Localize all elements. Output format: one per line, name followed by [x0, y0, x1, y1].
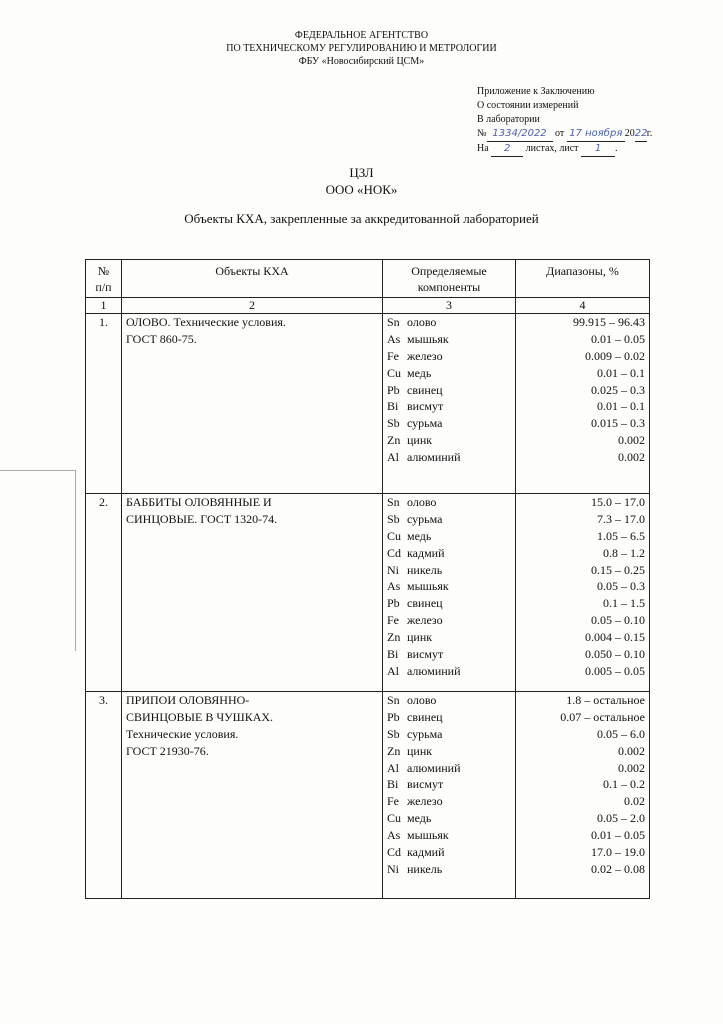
element-name: мышьяк	[407, 828, 449, 843]
range-value: 0.8 – 1.2	[603, 545, 645, 560]
agency-line: ФЕДЕРАЛЬНОЕ АГЕНТСТВО	[294, 30, 429, 41]
element-symbol: Al	[387, 663, 399, 678]
range-value: 0.01 – 0.05	[591, 828, 645, 843]
range-value: 0.05 – 6.0	[597, 726, 645, 741]
component-line	[387, 595, 511, 612]
component-line	[387, 415, 511, 432]
objects-table	[85, 259, 650, 899]
components-cell	[383, 494, 516, 692]
component-line	[387, 562, 511, 579]
element-name: никель	[407, 861, 443, 876]
row-number: 3.	[86, 692, 122, 899]
appendix-line: В лаборатории	[477, 114, 540, 125]
element-symbol: Zn	[387, 630, 401, 645]
range-value: 0.015 – 0.3	[591, 416, 645, 431]
range-value: 99.915 – 96.43	[573, 315, 645, 329]
header-components: Определяемые компоненты	[383, 260, 516, 298]
agency-header	[0, 29, 723, 68]
component-line	[387, 827, 511, 844]
scan-mark	[0, 470, 76, 651]
range-value: 0.05 – 2.0	[597, 811, 645, 826]
component-line	[387, 629, 511, 646]
element-name: свинец	[407, 596, 443, 611]
object-cell	[122, 692, 383, 899]
components-cell	[383, 314, 516, 494]
table-row	[86, 692, 650, 899]
element-name: сурьма	[407, 726, 443, 741]
table-row	[86, 314, 650, 494]
row-number: 1.	[86, 314, 122, 494]
element-name: олово	[407, 693, 437, 707]
table-row	[86, 494, 650, 692]
range-value: 0.01 – 0.05	[591, 331, 645, 346]
element-symbol: Cu	[387, 811, 402, 826]
range-value: 0.009 – 0.02	[585, 348, 645, 363]
component-line	[387, 528, 511, 545]
element-name: кадмий	[407, 545, 445, 560]
document-subtitle: Объекты КХА, закрепленные за аккредитованной лабораторией	[184, 211, 539, 226]
element-name: висмут	[407, 399, 444, 414]
range-value: 0.002	[618, 743, 645, 758]
column-number: 3	[383, 298, 516, 314]
element-symbol: Ni	[387, 562, 399, 577]
header-objects: Объекты КХА	[122, 260, 383, 298]
ranges-cell	[516, 314, 650, 494]
handwritten-sheets: 2	[491, 142, 523, 157]
element-symbol: As	[387, 331, 401, 346]
column-number: 1	[86, 298, 122, 314]
row-number: 2.	[86, 494, 122, 692]
element-name: висмут	[407, 647, 444, 662]
component-line	[387, 331, 511, 348]
component-line	[387, 646, 511, 663]
element-symbol: Cu	[387, 528, 402, 543]
element-name: алюминий	[407, 760, 461, 775]
element-symbol: Bi	[387, 777, 399, 792]
element-name: мышьяк	[407, 579, 449, 594]
element-symbol: Cd	[387, 545, 402, 560]
element-name: цинк	[407, 433, 433, 448]
range-value: 1.8 – остальное	[566, 693, 645, 707]
component-line	[387, 365, 511, 382]
element-symbol: Pb	[387, 709, 400, 724]
element-name: мышьяк	[407, 331, 449, 346]
component-line	[387, 726, 511, 743]
object-line: БАББИТЫ ОЛОВЯННЫЕ И	[126, 495, 272, 509]
ranges-cell	[516, 692, 650, 899]
range-value: 0.15 – 0.25	[591, 562, 645, 577]
element-name: свинец	[407, 709, 443, 724]
component-line	[387, 663, 511, 680]
object-line: СВИНЦОВЫЕ В ЧУШКАХ.	[126, 709, 274, 724]
range-value: 0.002	[618, 450, 645, 465]
year-suffix: г.	[646, 128, 653, 139]
element-name: медь	[407, 528, 432, 543]
element-name: цинк	[407, 630, 433, 645]
lab-name: ЦЗЛ	[349, 165, 374, 180]
object-line: СИНЦОВЫЕ. ГОСТ 1320-74.	[126, 511, 278, 526]
component-line	[387, 810, 511, 827]
element-symbol: Bi	[387, 647, 399, 662]
components-cell	[383, 692, 516, 899]
header-num-line: №	[97, 264, 110, 278]
appendix-line: Приложение к Заключению	[477, 86, 595, 97]
range-value: 15.0 – 17.0	[591, 495, 645, 509]
agency-line: ФБУ «Новосибирский ЦСМ»	[298, 56, 425, 67]
element-symbol: Sb	[387, 726, 400, 741]
company-name: ООО «НОК»	[325, 182, 398, 197]
range-value: 0.01 – 0.1	[597, 399, 645, 414]
element-symbol: Cd	[387, 845, 402, 860]
column-numbers-row	[86, 298, 650, 314]
appendix-sheets-line	[477, 142, 677, 157]
element-name: никель	[407, 562, 443, 577]
from-label: от	[555, 128, 565, 139]
element-symbol: Sn	[387, 693, 400, 707]
component-line	[387, 511, 511, 528]
object-line: ГОСТ 21930-76.	[126, 743, 209, 758]
element-symbol: Sb	[387, 416, 400, 431]
header-num	[86, 260, 122, 298]
component-line	[387, 314, 511, 331]
sheets-label: листах, лист	[525, 143, 579, 154]
column-number: 2	[122, 298, 383, 314]
element-name: кадмий	[407, 845, 445, 860]
element-symbol: Zn	[387, 743, 401, 758]
element-name: железо	[407, 613, 443, 628]
range-value: 0.02	[624, 794, 645, 809]
element-symbol: Al	[387, 760, 399, 775]
range-value: 7.3 – 17.0	[597, 511, 645, 526]
appendix-block	[477, 85, 677, 157]
agency-line: ПО ТЕХНИЧЕСКОМУ РЕГУЛИРОВАНИЮ И МЕТРОЛОГИИ	[226, 43, 497, 54]
handwritten-year: 22	[635, 127, 647, 142]
range-value: 0.05 – 0.10	[591, 613, 645, 628]
element-name: сурьма	[407, 511, 443, 526]
range-value: 0.004 – 0.15	[585, 630, 645, 645]
object-cell	[122, 314, 383, 494]
sheets-end: .	[615, 143, 618, 154]
element-symbol: Ni	[387, 861, 399, 876]
element-symbol: Fe	[387, 794, 399, 809]
component-line	[387, 578, 511, 595]
header-num-line: п/п	[95, 280, 112, 294]
number-prefix: №	[477, 128, 487, 139]
element-name: железо	[407, 348, 443, 363]
component-line	[387, 760, 511, 777]
column-number: 4	[516, 298, 650, 314]
header-ranges: Диапазоны, %	[516, 260, 650, 298]
component-line	[387, 793, 511, 810]
component-line	[387, 861, 511, 878]
element-symbol: Cu	[387, 365, 402, 380]
element-name: висмут	[407, 777, 444, 792]
element-symbol: As	[387, 579, 401, 594]
table-header-row	[86, 260, 650, 298]
year-prefix: 20	[624, 128, 635, 139]
range-value: 0.05 – 0.3	[597, 579, 645, 594]
component-line	[387, 449, 511, 466]
range-value: 0.005 – 0.05	[585, 663, 645, 678]
range-value: 0.01 – 0.1	[597, 365, 645, 380]
element-name: олово	[407, 315, 437, 329]
handwritten-date: 17 ноября	[567, 127, 625, 142]
element-symbol: Al	[387, 450, 399, 465]
ranges-cell	[516, 494, 650, 692]
range-value: 0.07 – остальное	[560, 709, 645, 724]
element-symbol: Fe	[387, 348, 399, 363]
object-line: ГОСТ 860-75.	[126, 331, 197, 346]
range-value: 0.1 – 0.2	[603, 777, 645, 792]
component-line	[387, 398, 511, 415]
element-symbol: As	[387, 828, 401, 843]
appendix-number-line	[477, 127, 677, 142]
element-name: сурьма	[407, 416, 443, 431]
element-symbol: Sn	[387, 495, 400, 509]
object-line: ОЛОВО. Технические условия.	[126, 315, 286, 329]
element-name: олово	[407, 495, 437, 509]
handwritten-sheet: 1	[581, 142, 615, 157]
element-name: алюминий	[407, 663, 461, 678]
component-line	[387, 545, 511, 562]
range-value: 0.002	[618, 433, 645, 448]
element-symbol: Pb	[387, 382, 400, 397]
component-line	[387, 494, 511, 511]
component-line	[387, 382, 511, 399]
handwritten-number: 1334/2022	[487, 127, 553, 142]
element-symbol: Sn	[387, 315, 400, 329]
component-line	[387, 692, 511, 709]
element-name: медь	[407, 365, 432, 380]
range-value: 0.025 – 0.3	[591, 382, 645, 397]
element-name: алюминий	[407, 450, 461, 465]
range-value: 0.002	[618, 760, 645, 775]
range-value: 0.050 – 0.10	[585, 647, 645, 662]
component-line	[387, 776, 511, 793]
range-value: 0.1 – 1.5	[603, 596, 645, 611]
component-line	[387, 612, 511, 629]
object-line: Технические условия.	[126, 726, 239, 741]
element-name: свинец	[407, 382, 443, 397]
range-value: 1.05 – 6.5	[597, 528, 645, 543]
component-line	[387, 432, 511, 449]
element-symbol: Bi	[387, 399, 399, 414]
appendix-line: О состоянии измерений	[477, 100, 579, 111]
component-line	[387, 743, 511, 760]
object-line: ПРИПОИ ОЛОВЯННО-	[126, 693, 250, 707]
element-name: железо	[407, 794, 443, 809]
on-label: На	[477, 143, 489, 154]
element-symbol: Sb	[387, 511, 400, 526]
element-symbol: Zn	[387, 433, 401, 448]
element-name: медь	[407, 811, 432, 826]
object-cell	[122, 494, 383, 692]
range-value: 17.0 – 19.0	[591, 845, 645, 860]
element-name: цинк	[407, 743, 433, 758]
element-symbol: Pb	[387, 596, 400, 611]
range-value: 0.02 – 0.08	[591, 861, 645, 876]
component-line	[387, 709, 511, 726]
component-line	[387, 348, 511, 365]
component-line	[387, 844, 511, 861]
element-symbol: Fe	[387, 613, 399, 628]
